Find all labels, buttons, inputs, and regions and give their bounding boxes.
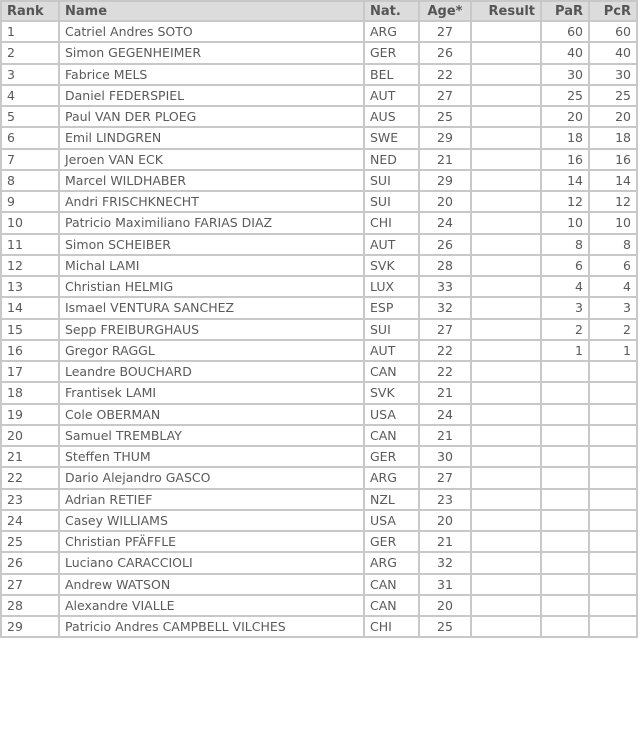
cell-rank: 14 (1, 297, 59, 318)
cell-result (471, 212, 541, 233)
cell-nat: GER (364, 531, 419, 552)
cell-name: Patricio Maximiliano FARIAS DIAZ (59, 212, 364, 233)
cell-age: 22 (419, 64, 471, 85)
cell-result (471, 276, 541, 297)
cell-result (471, 42, 541, 63)
cell-age: 22 (419, 361, 471, 382)
table-row (1, 170, 637, 191)
cell-age: 27 (419, 467, 471, 488)
cell-result (471, 319, 541, 340)
cell-result (471, 616, 541, 637)
cell-result (471, 467, 541, 488)
cell-pcr (589, 404, 637, 425)
cell-pcr: 25 (589, 85, 637, 106)
cell-nat: CAN (364, 425, 419, 446)
cell-nat: AUT (364, 85, 419, 106)
cell-name: Patricio Andres CAMPBELL VILCHES (59, 616, 364, 637)
header-age: Age* (419, 1, 471, 21)
cell-age: 21 (419, 149, 471, 170)
cell-age: 32 (419, 552, 471, 573)
cell-rank: 28 (1, 595, 59, 616)
cell-pcr (589, 446, 637, 467)
cell-age: 20 (419, 595, 471, 616)
cell-result (471, 574, 541, 595)
cell-age: 32 (419, 297, 471, 318)
cell-age: 30 (419, 446, 471, 467)
cell-nat: SWE (364, 127, 419, 148)
cell-pcr: 60 (589, 21, 637, 42)
cell-pcr: 1 (589, 340, 637, 361)
cell-result (471, 446, 541, 467)
cell-pcr: 18 (589, 127, 637, 148)
cell-par (541, 616, 589, 637)
cell-pcr (589, 489, 637, 510)
cell-result (471, 106, 541, 127)
cell-result (471, 64, 541, 85)
cell-rank: 18 (1, 382, 59, 403)
cell-rank: 11 (1, 234, 59, 255)
cell-nat: ARG (364, 21, 419, 42)
cell-name: Ismael VENTURA SANCHEZ (59, 297, 364, 318)
cell-name: Adrian RETIEF (59, 489, 364, 510)
cell-pcr: 20 (589, 106, 637, 127)
cell-pcr: 12 (589, 191, 637, 212)
header-nat: Nat. (364, 1, 419, 21)
cell-age: 25 (419, 106, 471, 127)
cell-result (471, 255, 541, 276)
cell-par: 25 (541, 85, 589, 106)
cell-age: 31 (419, 574, 471, 595)
cell-age: 27 (419, 319, 471, 340)
table-row (1, 127, 637, 148)
cell-rank: 10 (1, 212, 59, 233)
cell-nat: NED (364, 149, 419, 170)
cell-rank: 13 (1, 276, 59, 297)
table-row (1, 276, 637, 297)
cell-rank: 27 (1, 574, 59, 595)
cell-pcr: 2 (589, 319, 637, 340)
cell-pcr (589, 467, 637, 488)
table-row (1, 595, 637, 616)
cell-name: Frantisek LAMI (59, 382, 364, 403)
cell-pcr (589, 361, 637, 382)
table-row (1, 297, 637, 318)
table-row (1, 404, 637, 425)
cell-name: Emil LINDGREN (59, 127, 364, 148)
cell-age: 20 (419, 510, 471, 531)
cell-rank: 12 (1, 255, 59, 276)
cell-par (541, 446, 589, 467)
cell-name: Paul VAN DER PLOEG (59, 106, 364, 127)
cell-par (541, 531, 589, 552)
cell-pcr (589, 425, 637, 446)
cell-name: Simon SCHEIBER (59, 234, 364, 255)
cell-par: 8 (541, 234, 589, 255)
cell-pcr (589, 595, 637, 616)
cell-pcr: 40 (589, 42, 637, 63)
cell-rank: 26 (1, 552, 59, 573)
table-row (1, 85, 637, 106)
cell-age: 21 (419, 382, 471, 403)
cell-result (471, 340, 541, 361)
cell-name: Jeroen VAN ECK (59, 149, 364, 170)
cell-age: 24 (419, 404, 471, 425)
cell-pcr (589, 574, 637, 595)
table-row (1, 42, 637, 63)
cell-age: 25 (419, 616, 471, 637)
cell-rank: 7 (1, 149, 59, 170)
cell-par: 20 (541, 106, 589, 127)
cell-par: 30 (541, 64, 589, 85)
cell-name: Andrew WATSON (59, 574, 364, 595)
cell-pcr (589, 382, 637, 403)
table-row (1, 212, 637, 233)
cell-rank: 19 (1, 404, 59, 425)
cell-result (471, 21, 541, 42)
cell-result (471, 382, 541, 403)
cell-name: Casey WILLIAMS (59, 510, 364, 531)
cell-result (471, 127, 541, 148)
cell-age: 33 (419, 276, 471, 297)
cell-name: Fabrice MELS (59, 64, 364, 85)
table-row (1, 425, 637, 446)
cell-pcr: 6 (589, 255, 637, 276)
cell-nat: CHI (364, 212, 419, 233)
cell-name: Andri FRISCHKNECHT (59, 191, 364, 212)
cell-nat: CAN (364, 574, 419, 595)
cell-result (471, 595, 541, 616)
cell-result (471, 552, 541, 573)
cell-rank: 20 (1, 425, 59, 446)
cell-nat: CAN (364, 595, 419, 616)
cell-par: 4 (541, 276, 589, 297)
cell-name: Samuel TREMBLAY (59, 425, 364, 446)
cell-pcr (589, 531, 637, 552)
table-row (1, 552, 637, 573)
header-par: PaR (541, 1, 589, 21)
header-result: Result (471, 1, 541, 21)
cell-age: 24 (419, 212, 471, 233)
cell-par: 60 (541, 21, 589, 42)
table-row (1, 255, 637, 276)
cell-age: 29 (419, 127, 471, 148)
cell-nat: CHI (364, 616, 419, 637)
cell-result (471, 531, 541, 552)
cell-rank: 4 (1, 85, 59, 106)
cell-result (471, 191, 541, 212)
cell-rank: 22 (1, 467, 59, 488)
cell-par (541, 595, 589, 616)
cell-rank: 25 (1, 531, 59, 552)
cell-par (541, 510, 589, 531)
cell-result (471, 404, 541, 425)
table-row (1, 446, 637, 467)
cell-pcr: 4 (589, 276, 637, 297)
cell-age: 26 (419, 234, 471, 255)
cell-rank: 3 (1, 64, 59, 85)
cell-pcr: 14 (589, 170, 637, 191)
cell-name: Simon GEGENHEIMER (59, 42, 364, 63)
cell-nat: ARG (364, 467, 419, 488)
cell-par (541, 552, 589, 573)
cell-name: Steffen THUM (59, 446, 364, 467)
cell-rank: 5 (1, 106, 59, 127)
cell-par (541, 574, 589, 595)
cell-name: Christian HELMIG (59, 276, 364, 297)
table-row (1, 149, 637, 170)
cell-par (541, 404, 589, 425)
cell-rank: 17 (1, 361, 59, 382)
cell-name: Sepp FREIBURGHAUS (59, 319, 364, 340)
table-row (1, 340, 637, 361)
cell-par (541, 382, 589, 403)
cell-rank: 2 (1, 42, 59, 63)
cell-nat: AUT (364, 234, 419, 255)
cell-age: 23 (419, 489, 471, 510)
cell-par: 12 (541, 191, 589, 212)
cell-nat: GER (364, 446, 419, 467)
cell-name: Gregor RAGGL (59, 340, 364, 361)
cell-nat: SUI (364, 319, 419, 340)
cell-par: 14 (541, 170, 589, 191)
cell-age: 22 (419, 340, 471, 361)
cell-nat: ARG (364, 552, 419, 573)
cell-rank: 16 (1, 340, 59, 361)
table-body (1, 21, 637, 637)
header-pcr: PcR (589, 1, 637, 21)
cell-nat: AUT (364, 340, 419, 361)
cell-rank: 8 (1, 170, 59, 191)
cell-age: 20 (419, 191, 471, 212)
cell-name: Luciano CARACCIOLI (59, 552, 364, 573)
header-row (1, 1, 637, 21)
cell-result (471, 170, 541, 191)
cell-pcr: 30 (589, 64, 637, 85)
cell-result (471, 149, 541, 170)
cell-rank: 29 (1, 616, 59, 637)
cell-par: 16 (541, 149, 589, 170)
cell-par (541, 425, 589, 446)
cell-nat: BEL (364, 64, 419, 85)
cell-name: Leandre BOUCHARD (59, 361, 364, 382)
cell-nat: NZL (364, 489, 419, 510)
cell-par: 40 (541, 42, 589, 63)
cell-nat: SVK (364, 255, 419, 276)
table-row (1, 64, 637, 85)
table-row (1, 489, 637, 510)
cell-nat: ESP (364, 297, 419, 318)
cell-name: Cole OBERMAN (59, 404, 364, 425)
cell-pcr: 8 (589, 234, 637, 255)
cell-result (471, 425, 541, 446)
cell-rank: 15 (1, 319, 59, 340)
cell-nat: LUX (364, 276, 419, 297)
cell-rank: 9 (1, 191, 59, 212)
cell-rank: 1 (1, 21, 59, 42)
table-row (1, 616, 637, 637)
cell-name: Daniel FEDERSPIEL (59, 85, 364, 106)
cell-result (471, 297, 541, 318)
cell-result (471, 510, 541, 531)
cell-name: Dario Alejandro GASCO (59, 467, 364, 488)
cell-par: 3 (541, 297, 589, 318)
cell-pcr (589, 510, 637, 531)
table-row (1, 361, 637, 382)
cell-age: 21 (419, 531, 471, 552)
cell-par: 18 (541, 127, 589, 148)
cell-nat: AUS (364, 106, 419, 127)
table-row (1, 574, 637, 595)
cell-nat: SUI (364, 191, 419, 212)
cell-nat: GER (364, 42, 419, 63)
table-row (1, 382, 637, 403)
cell-pcr (589, 616, 637, 637)
cell-age: 21 (419, 425, 471, 446)
table-row (1, 531, 637, 552)
cell-name: Catriel Andres SOTO (59, 21, 364, 42)
table-row (1, 106, 637, 127)
table-row (1, 191, 637, 212)
cell-pcr: 3 (589, 297, 637, 318)
cell-age: 27 (419, 21, 471, 42)
table-row (1, 234, 637, 255)
cell-rank: 23 (1, 489, 59, 510)
cell-age: 29 (419, 170, 471, 191)
cell-result (471, 361, 541, 382)
cell-nat: SUI (364, 170, 419, 191)
cell-par (541, 489, 589, 510)
cell-age: 26 (419, 42, 471, 63)
table-row (1, 467, 637, 488)
cell-nat: CAN (364, 361, 419, 382)
table-row (1, 510, 637, 531)
cell-pcr (589, 552, 637, 573)
cell-par: 6 (541, 255, 589, 276)
cell-par: 1 (541, 340, 589, 361)
cell-rank: 24 (1, 510, 59, 531)
table-row (1, 21, 637, 42)
cell-name: Alexandre VIALLE (59, 595, 364, 616)
cell-rank: 21 (1, 446, 59, 467)
cell-age: 27 (419, 85, 471, 106)
cell-nat: SVK (364, 382, 419, 403)
cell-result (471, 489, 541, 510)
cell-age: 28 (419, 255, 471, 276)
cell-par: 10 (541, 212, 589, 233)
cell-name: Michal LAMI (59, 255, 364, 276)
cell-par: 2 (541, 319, 589, 340)
cell-rank: 6 (1, 127, 59, 148)
cell-pcr: 16 (589, 149, 637, 170)
cell-name: Marcel WILDHABER (59, 170, 364, 191)
cell-result (471, 85, 541, 106)
cell-par (541, 467, 589, 488)
header-name: Name (59, 1, 364, 21)
table-header (1, 1, 637, 21)
cell-par (541, 361, 589, 382)
cell-nat: USA (364, 510, 419, 531)
cell-nat: USA (364, 404, 419, 425)
cell-name: Christian PFÄFFLE (59, 531, 364, 552)
table-row (1, 319, 637, 340)
cell-result (471, 234, 541, 255)
cell-pcr: 10 (589, 212, 637, 233)
header-rank: Rank (1, 1, 59, 21)
